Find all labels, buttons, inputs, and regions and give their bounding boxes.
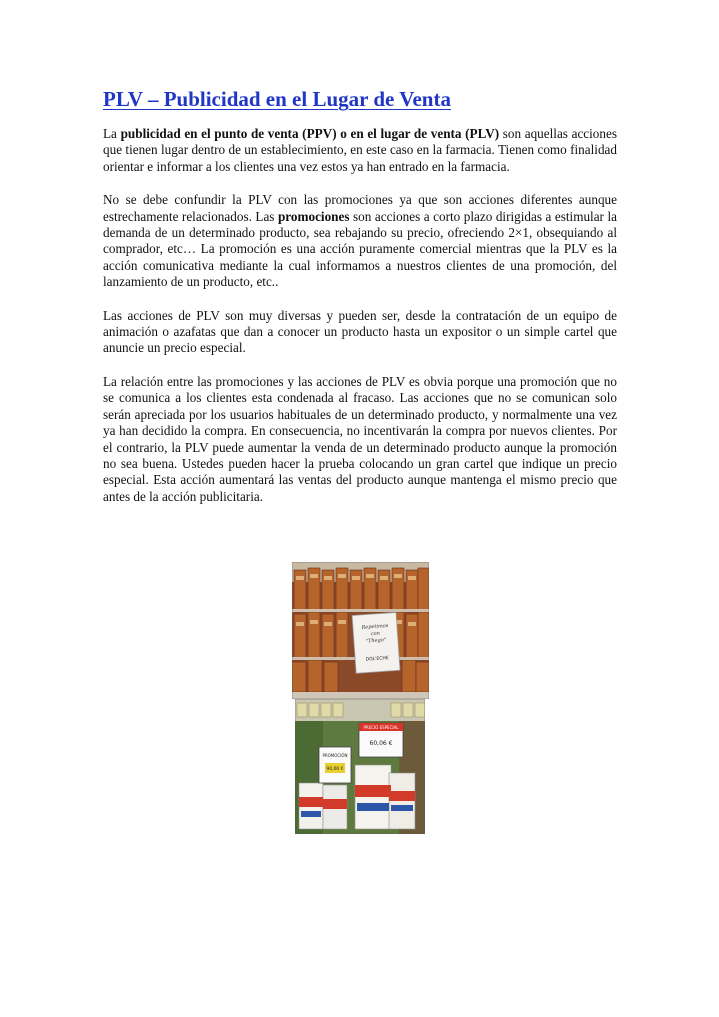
- paragraph-1-intro: La: [103, 126, 121, 141]
- price-sign-1-label: PRECIO ESPECIAL: [363, 725, 399, 730]
- photo-figure: [292, 562, 429, 834]
- sign-price: DOL'ECHE: [365, 656, 389, 663]
- sign-line-2: con: [370, 630, 381, 638]
- paragraph-2: [103, 192, 617, 290]
- paragraph-1: [103, 126, 617, 175]
- paragraph-2-bold-term: promociones: [277, 208, 350, 224]
- document-page: [103, 86, 617, 522]
- paragraph-2-intro: No se debe confundir la PLV con las promociones ya que son acciones diferentes aunque estrechamente relacionados. Las: [103, 192, 617, 224]
- page-title: PLV – Publicidad en el Lugar de Venta: [103, 87, 451, 111]
- paragraph-3: Las acciones de PLV son muy diversas y pueden ser, desde la contratación de un equipo de animación o azafatas que dan a conocer un producto hasta un expositor o un simple cartel que anuncie un precio especial.: [103, 307, 617, 356]
- floor-display-photo: [295, 699, 425, 834]
- sign-line-3: "Thego": [365, 637, 387, 645]
- sign-line-1: Repetimos: [361, 622, 389, 631]
- price-sign-1-price: 60,06 €: [369, 740, 393, 747]
- paragraph-2-rest: son acciones a corto plazo dirigidas a estimular la demanda de un determinado producto, sea rebajando su precio, ofreciendo 2×1, obsequiando al comprador, etc… La promoción es una acción puramente comercial mientras que la PLV es la acción comunicativa mediante la cual informamos a nuestros clientes de una promoción, del lanzamiento de un producto, etc..: [103, 208, 617, 290]
- paragraph-1-rest: son aquellas acciones que tienen lugar dentro de un establecimiento, en este caso en la farmacia. Tienen como finalidad orientar e informar a los clientes una vez estos ya han entrado en la farmacia.: [103, 126, 617, 174]
- paragraph-4: La relación entre las promociones y las acciones de PLV es obvia porque una promoción que no se comunica a los clientes esta condenada al fracaso. Las acciones que no se comunican solo serán apreciada por los usuarios habituales de un determinado producto, y normalmente una vez ya han decidido la compra. En consecuencia, no incentivarán la compra por nuevos clientes. Por el contrario, la PLV puede aumentar la venda de un determinado producto aunque la promoción no sea buena. Ustedes pueden hacer la prueba colocando un gran cartel que indique un precio especial. Esta acción aumentará las ventas del producto aunque mantenga el mismo precio que antes de la acción publicitaria.: [103, 373, 617, 504]
- paragraph-1-bold-term: publicidad en el punto de venta (PPV) o en el lugar de venta (PLV): [120, 126, 500, 141]
- display-shelf-photo: [292, 562, 429, 699]
- price-sign-2-price: 90,00 €: [326, 767, 344, 772]
- price-sign-2-label: PROMOCIÓN: [322, 753, 348, 758]
